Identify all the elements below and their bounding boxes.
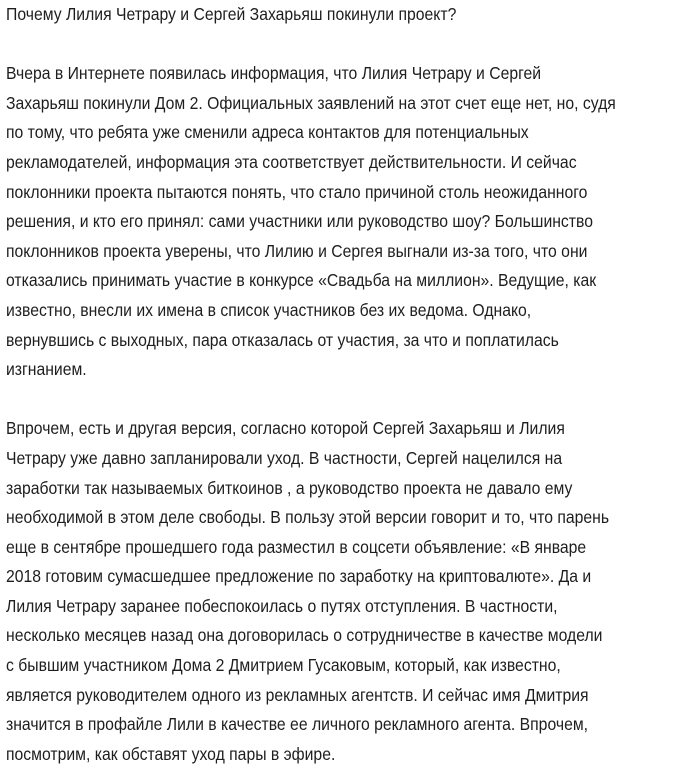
paragraph-line: Лилия Четрару заранее побеспокоилась о путях отступления. В частности,	[6, 595, 558, 616]
paragraph-line: посмотрим, как обставят уход пары в эфире.	[6, 743, 336, 764]
paragraph-line: поклонников проекта уверены, что Лилию и Сергея выгнали из-за того, что они	[6, 240, 588, 261]
paragraph-line: рекламодателей, информация эта соответствует действительности. И сейчас	[6, 151, 577, 172]
paragraph-line: известно, внесли их имена в список участников без их ведома. Однако,	[6, 299, 532, 320]
paragraph-line: по тому, что ребята уже сменили адреса контактов для потенциальных	[6, 122, 529, 143]
article	[6, 0, 690, 769]
paragraph-line: значится в профайле Лили в качестве ее личного рекламного агента. Впрочем,	[6, 714, 589, 735]
paragraph-line: вернувшись с выходных, пара отказалась от участия, за что и поплатилась	[6, 329, 559, 350]
paragraph-line: отказались принимать участие в конкурсе «Свадьба на миллион». Ведущие, как	[6, 270, 597, 291]
spacer	[6, 30, 690, 60]
paragraph-line: необходимой в этом деле свободы. В пользу этой версии говорит и то, что парень	[6, 507, 610, 528]
paragraph-line: Впрочем, есть и другая версия, согласно которой Сергей Захарьяш и Лилия	[6, 418, 565, 439]
paragraph-line: Вчера в Интернете появилась информация, что Лилия Четрару и Сергей	[6, 63, 542, 84]
paragraph-line: с бывшим участником Дома 2 Дмитрием Гусаковым, который, как известно,	[6, 655, 561, 676]
paragraph-line: 2018 готовим сумасшедшее предложение по заработку на криптовалюте». Да и	[6, 566, 592, 587]
paragraph-1	[6, 59, 690, 385]
paragraph-line: поклонники проекта пытаются понять, что стало причиной столь неожиданного	[6, 181, 588, 202]
paragraph-line: несколько месяцев назад она договорилась о сотрудничестве в качестве модели	[6, 625, 603, 646]
paragraph-line: еще в сентябре прошедшего года разместил в соцсети объявление: «В январе	[6, 536, 587, 557]
paragraph-line: изгнанием.	[6, 359, 87, 380]
paragraph-line: Захарьяш покинули Дом 2. Официальных заявлений на этот счет еще нет, но, судя	[6, 92, 616, 113]
paragraph-line: является руководителем одного из рекламных агентств. И сейчас имя Дмитрия	[6, 684, 589, 705]
paragraph-line: решения, и кто его принял: сами участники или руководство шоу? Большинство	[6, 211, 593, 232]
article-title: Почему Лилия Четрару и Сергей Захарьяш покинули проект?	[6, 4, 457, 24]
paragraph-line: Четрару уже давно запланировали уход. В частности, Сергей нацелился на	[6, 447, 563, 468]
paragraph-2	[6, 414, 690, 769]
spacer	[6, 385, 690, 415]
paragraph-line: заработки так называемых биткоинов , а руководство проекта не давало ему	[6, 477, 573, 498]
